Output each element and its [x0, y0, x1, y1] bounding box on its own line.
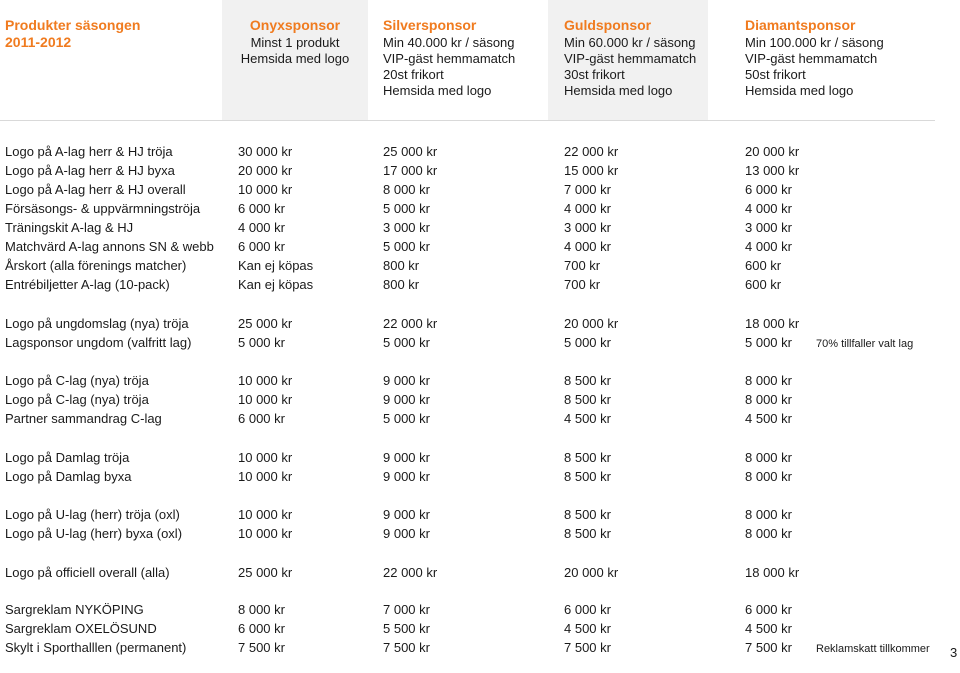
- column-header-diamant: [745, 17, 915, 99]
- price-guld: 3 000 kr: [564, 220, 611, 235]
- table-row: [0, 334, 960, 352]
- price-silver: 5 000 kr: [383, 239, 430, 254]
- price-diamant: 5 000 kr: [745, 335, 792, 350]
- row-label: Partner sammandrag C-lag: [5, 411, 162, 426]
- price-guld: 20 000 kr: [564, 316, 619, 331]
- page-title-line-1: Produkter säsongen: [5, 17, 141, 33]
- table-row: [0, 219, 960, 237]
- column-detail: VIP-gäst hemmamatch: [564, 51, 697, 66]
- price-guld: 6 000 kr: [564, 602, 611, 617]
- price-guld: 8 500 kr: [564, 507, 611, 522]
- price-silver: 5 000 kr: [383, 201, 430, 216]
- price-guld: 4 500 kr: [564, 411, 611, 426]
- column-detail: VIP-gäst hemmamatch: [383, 51, 516, 66]
- column-detail: Minst 1 produkt: [250, 35, 340, 50]
- price-silver: 9 000 kr: [383, 507, 430, 522]
- price-onyx: 20 000 kr: [238, 163, 293, 178]
- price-onyx: 10 000 kr: [238, 373, 293, 388]
- row-label: Matchvärd A-lag annons SN & webb: [5, 239, 214, 254]
- price-guld: 8 500 kr: [564, 526, 611, 541]
- price-diamant: 7 500 kr: [745, 640, 792, 655]
- price-diamant: 4 500 kr: [745, 411, 792, 426]
- row-label: Logo på Damlag byxa: [5, 469, 132, 484]
- price-diamant: 8 000 kr: [745, 450, 792, 465]
- price-onyx: 10 000 kr: [238, 450, 293, 465]
- column-detail: 30st frikort: [564, 67, 625, 82]
- price-guld: 15 000 kr: [564, 163, 619, 178]
- table-row: [0, 620, 960, 638]
- row-note: Reklamskatt tillkommer: [816, 643, 930, 655]
- table-row: [0, 410, 960, 428]
- price-silver: 5 500 kr: [383, 621, 430, 636]
- column-title-onyx: Onyxsponsor: [249, 17, 341, 33]
- price-silver: 9 000 kr: [383, 392, 430, 407]
- table-row: [0, 525, 960, 543]
- table-row: [0, 506, 960, 524]
- column-header-guld: [564, 17, 708, 99]
- price-silver: 25 000 kr: [383, 144, 438, 159]
- price-onyx: 25 000 kr: [238, 316, 293, 331]
- price-guld: 5 000 kr: [564, 335, 611, 350]
- row-note: 70% tillfaller valt lag: [816, 338, 914, 350]
- row-label: Försäsongs- & uppvärmningströja: [5, 201, 201, 216]
- price-diamant: 6 000 kr: [745, 602, 792, 617]
- price-guld: 4 500 kr: [564, 621, 611, 636]
- price-guld: 8 500 kr: [564, 469, 611, 484]
- price-onyx: Kan ej köpas: [238, 258, 314, 273]
- column-title-guld: Guldsponsor: [564, 17, 652, 33]
- price-diamant: 600 kr: [745, 258, 782, 273]
- price-guld: 700 kr: [564, 258, 601, 273]
- price-onyx: 7 500 kr: [238, 640, 285, 655]
- price-guld: 8 500 kr: [564, 373, 611, 388]
- row-label: Logo på ungdomslag (nya) tröja: [5, 316, 189, 331]
- page-title-line-2: 2011-2012: [5, 34, 72, 50]
- table-row: [0, 276, 960, 294]
- row-label: Logo på C-lag (nya) tröja: [5, 392, 149, 407]
- price-onyx: 4 000 kr: [238, 220, 285, 235]
- row-label: Logo på C-lag (nya) tröja: [5, 373, 149, 388]
- row-label: Årskort (alla förenings matcher): [5, 258, 187, 273]
- price-onyx: 10 000 kr: [238, 507, 293, 522]
- table-row: [0, 601, 960, 619]
- row-label: Logo på A-lag herr & HJ overall: [5, 182, 186, 197]
- row-label: Skylt i Sporthalllen (permanent): [5, 640, 187, 655]
- price-silver: 7 000 kr: [383, 602, 430, 617]
- row-label: Logo på A-lag herr & HJ tröja: [5, 144, 173, 159]
- row-label: Sargreklam OXELÖSUND: [5, 621, 157, 636]
- price-silver: 9 000 kr: [383, 526, 430, 541]
- table-row: [0, 238, 960, 256]
- column-header-silver: [383, 17, 543, 99]
- page-number: 3: [950, 645, 958, 660]
- price-silver: 5 000 kr: [383, 335, 430, 350]
- column-detail: Min 100.000 kr / säsong: [745, 35, 884, 50]
- price-onyx: 6 000 kr: [238, 201, 285, 216]
- price-diamant: 3 000 kr: [745, 220, 792, 235]
- price-silver: 800 kr: [383, 258, 420, 273]
- table-row: [0, 162, 960, 180]
- row-label: Logo på U-lag (herr) byxa (oxl): [5, 526, 183, 541]
- column-detail: Hemsida med logo: [564, 83, 673, 98]
- price-diamant: 8 000 kr: [745, 469, 792, 484]
- price-diamant: 4 000 kr: [745, 239, 792, 254]
- price-diamant: 8 000 kr: [745, 526, 792, 541]
- table-row: [0, 181, 960, 199]
- price-guld: 700 kr: [564, 277, 601, 292]
- price-onyx: 10 000 kr: [238, 392, 293, 407]
- row-label: Träningskit A-lag & HJ: [5, 220, 134, 235]
- table-row: [0, 372, 960, 390]
- price-silver: 8 000 kr: [383, 182, 430, 197]
- price-diamant: 6 000 kr: [745, 182, 792, 197]
- price-diamant: 13 000 kr: [745, 163, 800, 178]
- row-label: Logo på Damlag tröja: [5, 450, 130, 465]
- price-silver: 7 500 kr: [383, 640, 430, 655]
- table-row: [0, 143, 960, 161]
- price-guld: 7 500 kr: [564, 640, 611, 655]
- price-onyx: 8 000 kr: [238, 602, 285, 617]
- price-silver: 9 000 kr: [383, 373, 430, 388]
- column-detail: Hemsida med logo: [383, 83, 492, 98]
- row-label: Sargreklam NYKÖPING: [5, 602, 144, 617]
- column-detail: Hemsida med logo: [745, 83, 854, 98]
- price-diamant: 8 000 kr: [745, 507, 792, 522]
- price-guld: 22 000 kr: [564, 144, 619, 159]
- column-detail: 50st frikort: [745, 67, 806, 82]
- price-onyx: 5 000 kr: [238, 335, 285, 350]
- table-row: [0, 315, 960, 333]
- table-row: [0, 468, 960, 486]
- row-label: Logo på A-lag herr & HJ byxa: [5, 163, 175, 178]
- price-onyx: 10 000 kr: [238, 469, 293, 484]
- row-label: Entrébiljetter A-lag (10-pack): [5, 277, 170, 292]
- row-label: Logo på U-lag (herr) tröja (oxl): [5, 507, 180, 522]
- price-diamant: 18 000 kr: [745, 316, 800, 331]
- table-row: [0, 257, 960, 275]
- price-silver: 22 000 kr: [383, 316, 438, 331]
- price-guld: 20 000 kr: [564, 565, 619, 580]
- column-header-onyx: [222, 17, 368, 67]
- page-title: [5, 17, 140, 51]
- price-diamant: 18 000 kr: [745, 565, 800, 580]
- price-diamant: 600 kr: [745, 277, 782, 292]
- price-onyx: 10 000 kr: [238, 182, 293, 197]
- header-divider: [0, 120, 935, 121]
- price-guld: 8 500 kr: [564, 392, 611, 407]
- column-detail: VIP-gäst hemmamatch: [745, 51, 878, 66]
- price-diamant: 8 000 kr: [745, 392, 792, 407]
- price-onyx: 10 000 kr: [238, 526, 293, 541]
- row-label: Logo på officiell overall (alla): [5, 565, 170, 580]
- column-detail: Min 60.000 kr / säsong: [564, 35, 696, 50]
- price-guld: 8 500 kr: [564, 450, 611, 465]
- price-onyx: 6 000 kr: [238, 239, 285, 254]
- column-title-diamant: Diamantsponsor: [745, 17, 856, 33]
- price-silver: 9 000 kr: [383, 469, 430, 484]
- column-detail: Min 40.000 kr / säsong: [383, 35, 515, 50]
- price-onyx: 6 000 kr: [238, 621, 285, 636]
- table-row: [0, 564, 960, 582]
- price-onyx: 25 000 kr: [238, 565, 293, 580]
- row-label: Lagsponsor ungdom (valfritt lag): [5, 335, 192, 350]
- price-diamant: 8 000 kr: [745, 373, 792, 388]
- price-guld: 7 000 kr: [564, 182, 611, 197]
- price-silver: 5 000 kr: [383, 411, 430, 426]
- price-silver: 3 000 kr: [383, 220, 430, 235]
- table-row: [0, 391, 960, 409]
- column-title-silver: Silversponsor: [383, 17, 477, 33]
- price-diamant: 20 000 kr: [745, 144, 800, 159]
- price-silver: 800 kr: [383, 277, 420, 292]
- column-detail: Hemsida med logo: [240, 51, 350, 66]
- price-silver: 22 000 kr: [383, 565, 438, 580]
- price-silver: 9 000 kr: [383, 450, 430, 465]
- column-detail: 20st frikort: [383, 67, 444, 82]
- table-row: [0, 200, 960, 218]
- price-guld: 4 000 kr: [564, 239, 611, 254]
- price-silver: 17 000 kr: [383, 163, 438, 178]
- price-diamant: 4 000 kr: [745, 201, 792, 216]
- price-onyx: Kan ej köpas: [238, 277, 314, 292]
- price-onyx: 6 000 kr: [238, 411, 285, 426]
- price-guld: 4 000 kr: [564, 201, 611, 216]
- table-row: [0, 449, 960, 467]
- price-onyx: 30 000 kr: [238, 144, 293, 159]
- price-diamant: 4 500 kr: [745, 621, 792, 636]
- table-row: [0, 639, 960, 657]
